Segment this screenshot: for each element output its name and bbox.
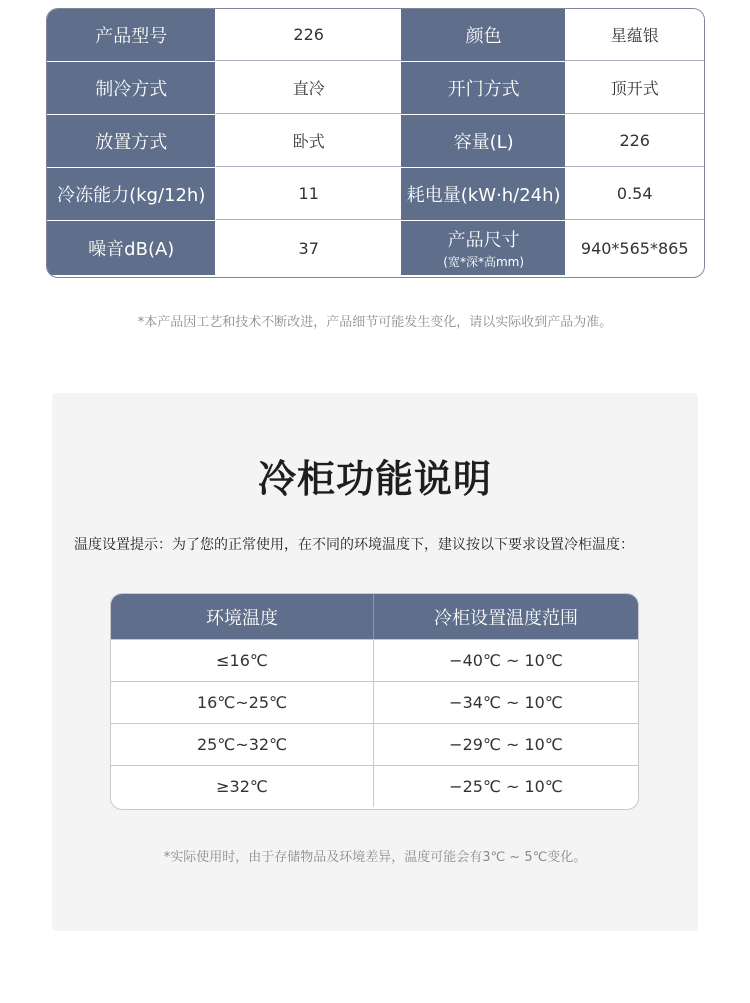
spec-value: 顶开式 <box>565 62 704 114</box>
variation-note: *实际使用时，由于存储物品及环境差异，温度可能会有3℃ ~ 5℃变化。 <box>163 850 587 865</box>
temperature-tip: 温度设置提示：为了您的正常使用，在不同的环境温度下，建议按以下要求设置冷柜温度： <box>74 537 634 553</box>
ambient-temp-cell: ≥32℃ <box>111 766 374 807</box>
spec-value: 0.54 <box>565 168 704 220</box>
spec-value: 直冷 <box>216 62 401 114</box>
spec-value: 11 <box>216 168 401 220</box>
setting-range-cell: −34℃ ~ 10℃ <box>449 693 563 712</box>
spec-value: 226 <box>216 9 401 61</box>
spec-row <box>47 9 704 62</box>
disclaimer-note: *本产品因工艺和技术不断改进，产品细节可能发生变化，请以实际收到产品为准。 <box>137 315 613 330</box>
spec-row <box>47 168 704 221</box>
section-title: 冷柜功能说明 <box>257 457 492 501</box>
ambient-temp-cell: ≤16℃ <box>111 640 374 681</box>
spec-value: 940*565*865 <box>565 221 704 275</box>
spec-label: 产品尺寸 <box>447 230 520 251</box>
spec-value: 卧式 <box>216 115 401 167</box>
spec-table <box>46 8 705 278</box>
table-row <box>111 765 638 807</box>
table-row <box>111 639 638 681</box>
spec-row <box>47 115 704 168</box>
spec-value: 37 <box>216 221 401 275</box>
spec-label: 颜色 <box>402 9 566 61</box>
spec-label: 放置方式 <box>47 115 216 167</box>
table-row <box>111 723 638 765</box>
setting-range-cell: −29℃ ~ 10℃ <box>449 735 563 754</box>
spec-row <box>47 62 704 115</box>
spec-value: 星蕴银 <box>565 9 704 61</box>
header-ambient-temp: 环境温度 <box>111 594 374 639</box>
setting-range-cell: −25℃ ~ 10℃ <box>449 777 563 796</box>
spec-row <box>47 221 704 275</box>
spec-label: 产品型号 <box>47 9 216 61</box>
temperature-table <box>110 593 639 810</box>
spec-label: 制冷方式 <box>47 62 216 114</box>
spec-label-dimensions <box>402 221 566 275</box>
spec-label: 开门方式 <box>402 62 566 114</box>
header-setting-range: 冷柜设置温度范围 <box>434 607 578 629</box>
spec-label: 冷冻能力(kg/12h) <box>47 168 216 220</box>
spec-value: 226 <box>565 115 704 167</box>
setting-range-cell: −40℃ ~ 10℃ <box>449 651 563 670</box>
ambient-temp-cell: 25℃~32℃ <box>111 724 374 765</box>
table-header <box>111 594 638 639</box>
spec-label-sub: (宽*深*高mm) <box>443 255 525 269</box>
ambient-temp-cell: 16℃~25℃ <box>111 682 374 723</box>
spec-label: 噪音dB(A) <box>47 221 216 275</box>
table-row <box>111 681 638 723</box>
spec-label: 耗电量(kW·h/24h) <box>402 168 566 220</box>
spec-label: 容量(L) <box>402 115 566 167</box>
